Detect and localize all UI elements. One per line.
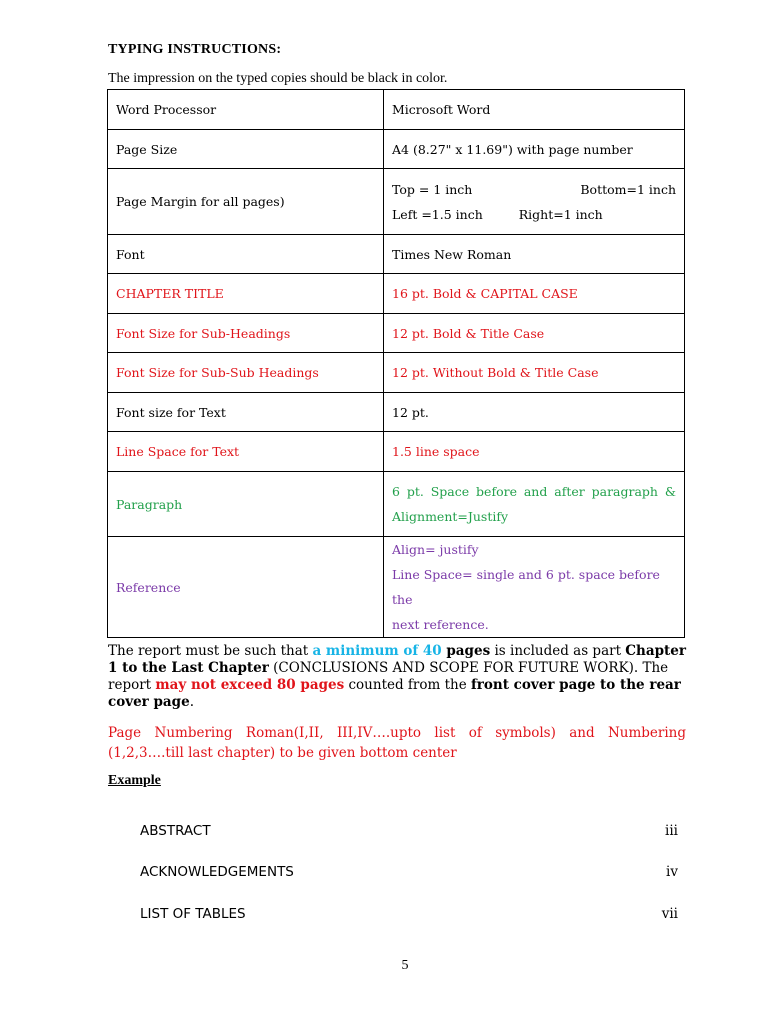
row-label: Reference — [108, 537, 384, 638]
text-run: is included as part — [490, 643, 626, 659]
table-row — [108, 274, 685, 314]
margin-line-2 — [392, 202, 676, 227]
row-label: Page Margin for all pages) — [108, 169, 384, 235]
margin-left: Left =1.5 inch — [392, 206, 483, 222]
table-row — [108, 393, 685, 432]
typing-spec-table — [107, 89, 685, 638]
table-row — [108, 353, 685, 393]
row-value: 12 pt. Bold & Title Case — [384, 314, 685, 353]
row-label: Paragraph — [108, 472, 384, 537]
table-row — [108, 90, 685, 130]
row-value: Times New Roman — [384, 235, 685, 274]
table-row — [108, 314, 685, 353]
report-length-paragraph — [108, 643, 686, 711]
cover-range: front cover page to the rear cover page — [108, 677, 681, 710]
toc-entry — [140, 823, 678, 839]
highlight-minimum: a minimum of 40 — [312, 643, 442, 659]
row-value — [384, 169, 685, 235]
text-run: . — [189, 694, 194, 710]
toc-page: iv — [666, 864, 678, 880]
toc-title: LIST OF TABLES — [140, 906, 246, 922]
row-label: Font size for Text — [108, 393, 384, 432]
text-run: counted from the — [344, 677, 471, 693]
table-row — [108, 169, 685, 235]
table-row — [108, 130, 685, 169]
row-label: Line Space for Text — [108, 432, 384, 472]
margin-line-1 — [392, 177, 676, 202]
table-row — [108, 235, 685, 274]
text-run: (CONCLUSIONS AND SCOPE FOR FUTURE WORK). The report — [108, 660, 669, 693]
toc-title: ABSTRACT — [140, 823, 211, 839]
row-label: Font — [108, 235, 384, 274]
margin-bottom: Bottom=1 inch — [580, 181, 676, 197]
row-label: Font Size for Sub-Headings — [108, 314, 384, 353]
row-value: 1.5 line space — [384, 432, 685, 472]
toc-entry — [140, 906, 678, 922]
example-label: Example — [108, 773, 161, 788]
row-label: CHAPTER TITLE — [108, 274, 384, 314]
row-label: Page Size — [108, 130, 384, 169]
margin-right: Right=1 inch — [518, 206, 603, 222]
row-value: 16 pt. Bold & CAPITAL CASE — [384, 274, 685, 314]
row-value: 12 pt. Without Bold & Title Case — [384, 353, 685, 393]
reference-line-2: Line Space= single and 6 pt. space before the — [392, 567, 660, 607]
section-heading: TYPING INSTRUCTIONS: — [108, 42, 282, 57]
chapter-range: Chapter 1 to the Last Chapter — [108, 643, 686, 676]
highlight-maximum: may not exceed 80 pages — [155, 677, 345, 693]
row-value: 12 pt. — [384, 393, 685, 432]
numbering-paragraph: Page Numbering Roman(I,II, III,IV….upto list of symbols) and Numbering (1,2,3….till last chapter) to be given bottom center — [108, 725, 686, 761]
page-number: 5 — [401, 958, 409, 973]
reference-line-1: Align= justify — [392, 542, 479, 557]
intro-text: The impression on the typed copies should be black in color. — [108, 71, 448, 86]
toc-page: vii — [661, 906, 678, 922]
paragraph-line-2: Alignment=Justify — [392, 509, 509, 524]
text-run: The report must be such that — [108, 643, 313, 659]
text-run: pages — [441, 643, 491, 659]
row-value: Microsoft Word — [384, 90, 685, 130]
reference-line-3: next reference. — [392, 617, 489, 632]
row-value: A4 (8.27" x 11.69") with page number — [384, 130, 685, 169]
toc-entry — [140, 864, 678, 880]
row-value — [384, 472, 685, 537]
table-row — [108, 432, 685, 472]
margin-top: Top = 1 inch — [392, 181, 473, 197]
table-row — [108, 537, 685, 638]
row-value — [384, 537, 685, 638]
table-row — [108, 472, 685, 537]
paragraph-line-1: 6 pt. Space before and after paragraph & — [392, 484, 676, 499]
row-label: Word Processor — [108, 90, 384, 130]
toc-page: iii — [665, 823, 678, 839]
toc-title: ACKNOWLEDGEMENTS — [140, 864, 294, 880]
row-label: Font Size for Sub-Sub Headings — [108, 353, 384, 393]
